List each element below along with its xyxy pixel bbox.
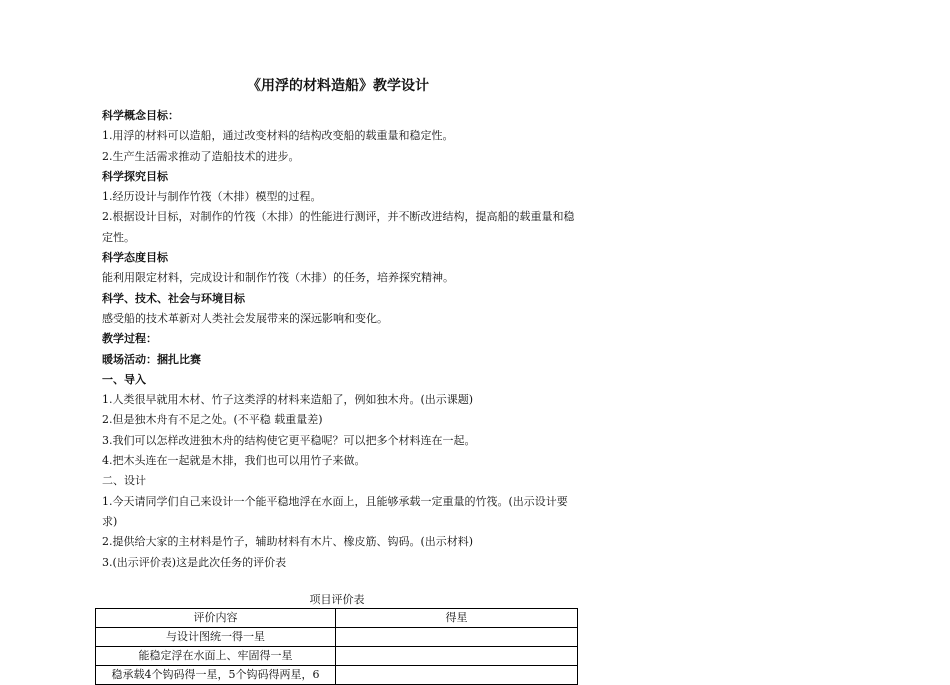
- evaluation-table: [95, 608, 578, 685]
- paragraph: 二、设计: [102, 474, 146, 488]
- table-cell-content: 与设计图统一得一星: [96, 628, 336, 647]
- paragraph: 2.提供给大家的主材料是竹子，辅助材料有木片、橡皮筋、钩码。(出示材料): [102, 535, 474, 549]
- paragraph: 感受船的技术革新对人类社会发展带来的深远影响和变化。: [102, 311, 388, 325]
- paragraph: 4.把木头连在一起就是木排，我们也可以用竹子来做。: [102, 454, 366, 468]
- table-row: [96, 628, 578, 647]
- paragraph: 3.(出示评价表)这是此次任务的评价表: [102, 555, 287, 569]
- table-header-content: 评价内容: [96, 609, 336, 628]
- section-heading: 一、导入: [102, 372, 146, 386]
- table-row: [96, 666, 578, 685]
- table-header-stars: 得星: [336, 609, 578, 628]
- paragraph: 1.经历设计与制作竹筏（木排）模型的过程。: [102, 190, 322, 204]
- document-title: 《用浮的材料造船》教学设计: [247, 78, 429, 94]
- table-body: [96, 628, 578, 685]
- table-cell-stars: [336, 628, 578, 647]
- table-cell-content: 能稳定浮在水面上、牢固得一星: [96, 647, 336, 666]
- section-heading: 科学态度目标: [102, 251, 168, 265]
- section-heading: 暖场活动：捆扎比赛: [102, 352, 201, 366]
- paragraph: 1.人类很早就用木材、竹子这类浮的材料来造船了，例如独木舟。(出示课题): [102, 393, 474, 407]
- section-heading: 科学概念目标：: [102, 109, 179, 122]
- document-body: [102, 106, 578, 573]
- paragraph: 能利用限定材料，完成设计和制作竹筏（木排）的任务，培养探究精神。: [102, 271, 454, 285]
- section-heading: 科学探究目标: [102, 169, 168, 183]
- paragraph: 2.但是独木舟有不足之处。(不平稳 载重量差): [102, 413, 323, 427]
- table-header-row: [96, 609, 578, 628]
- table-cell-content: 稳承载4个钩码得一星，5个钩码得两星，6: [96, 666, 336, 685]
- table-row: [96, 647, 578, 666]
- paragraph: 2.生产生活需求推动了造船技术的进步。: [102, 149, 300, 163]
- table-cell-stars: [336, 647, 578, 666]
- table-caption: 项目评价表: [309, 593, 365, 606]
- paragraph: 2.根据设计目标，对制作的竹筏（木排）的性能进行测评，并不断改进结构，提高船的载重量和稳定性。: [102, 210, 575, 244]
- table-cell-stars: [336, 666, 578, 685]
- paragraph: 3.我们可以怎样改进独木舟的结构使它更平稳呢？可以把多个材料连在一起。: [102, 433, 476, 447]
- paragraph: 1.用浮的材料可以造船，通过改变材料的结构改变船的载重量和稳定性。: [102, 129, 454, 143]
- paragraph: 1.今天请同学们自己来设计一个能平稳地浮在水面上，且能够承载一定重量的竹筏。(出示设计要求): [102, 494, 568, 528]
- section-heading: 科学、技术、社会与环境目标: [102, 291, 245, 305]
- section-heading: 教学过程：: [102, 332, 157, 346]
